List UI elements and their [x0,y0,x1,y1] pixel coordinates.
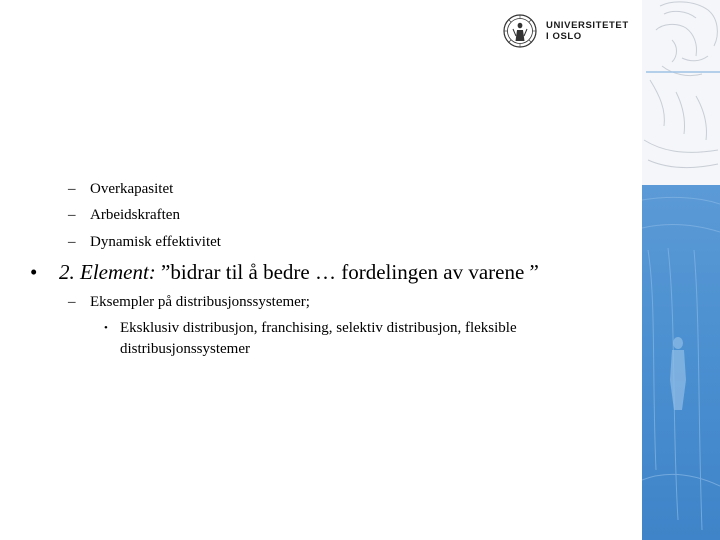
list-item-text: Arbeidskraften [90,207,180,223]
element-text: ”bidrar til å bedre … fordelingen av varene ” [155,260,539,284]
university-logo [503,14,629,48]
dash-marker: – [68,234,76,250]
logo-line-1: UNIVERSITETET [546,20,629,31]
bullet-marker: • [30,260,38,284]
list-item-text: Overkapasitet [90,181,174,197]
logo-wordmark [546,20,629,42]
sub-bullet-marker: • [104,322,108,334]
list-item-overkapasitet [68,180,173,198]
decorative-side-band [642,0,720,540]
list-item-eksempler [68,293,310,311]
dash-marker: – [68,207,76,223]
bullet-element-2 [30,259,539,285]
list-item-text: Eksempler på distribusjonssystemer; [90,294,310,310]
list-item-arbeidskraften [68,206,180,224]
dash-marker: – [68,294,76,310]
element-label: 2. Element: [59,260,156,284]
list-item-text: Dynamisk effektivitet [90,234,221,250]
sub-bullet-text: Eksklusiv distribusjon, franchising, selektiv distribusjon, fleksible distribusjonssystemer [120,320,517,357]
dash-marker: – [68,181,76,197]
classical-figure-illustration-icon [642,0,720,540]
list-item-dynamisk-effektivitet [68,233,221,251]
university-seal-icon [503,14,537,48]
sub-bullet-distribusjon [104,318,624,360]
logo-line-2: I OSLO [546,31,582,42]
